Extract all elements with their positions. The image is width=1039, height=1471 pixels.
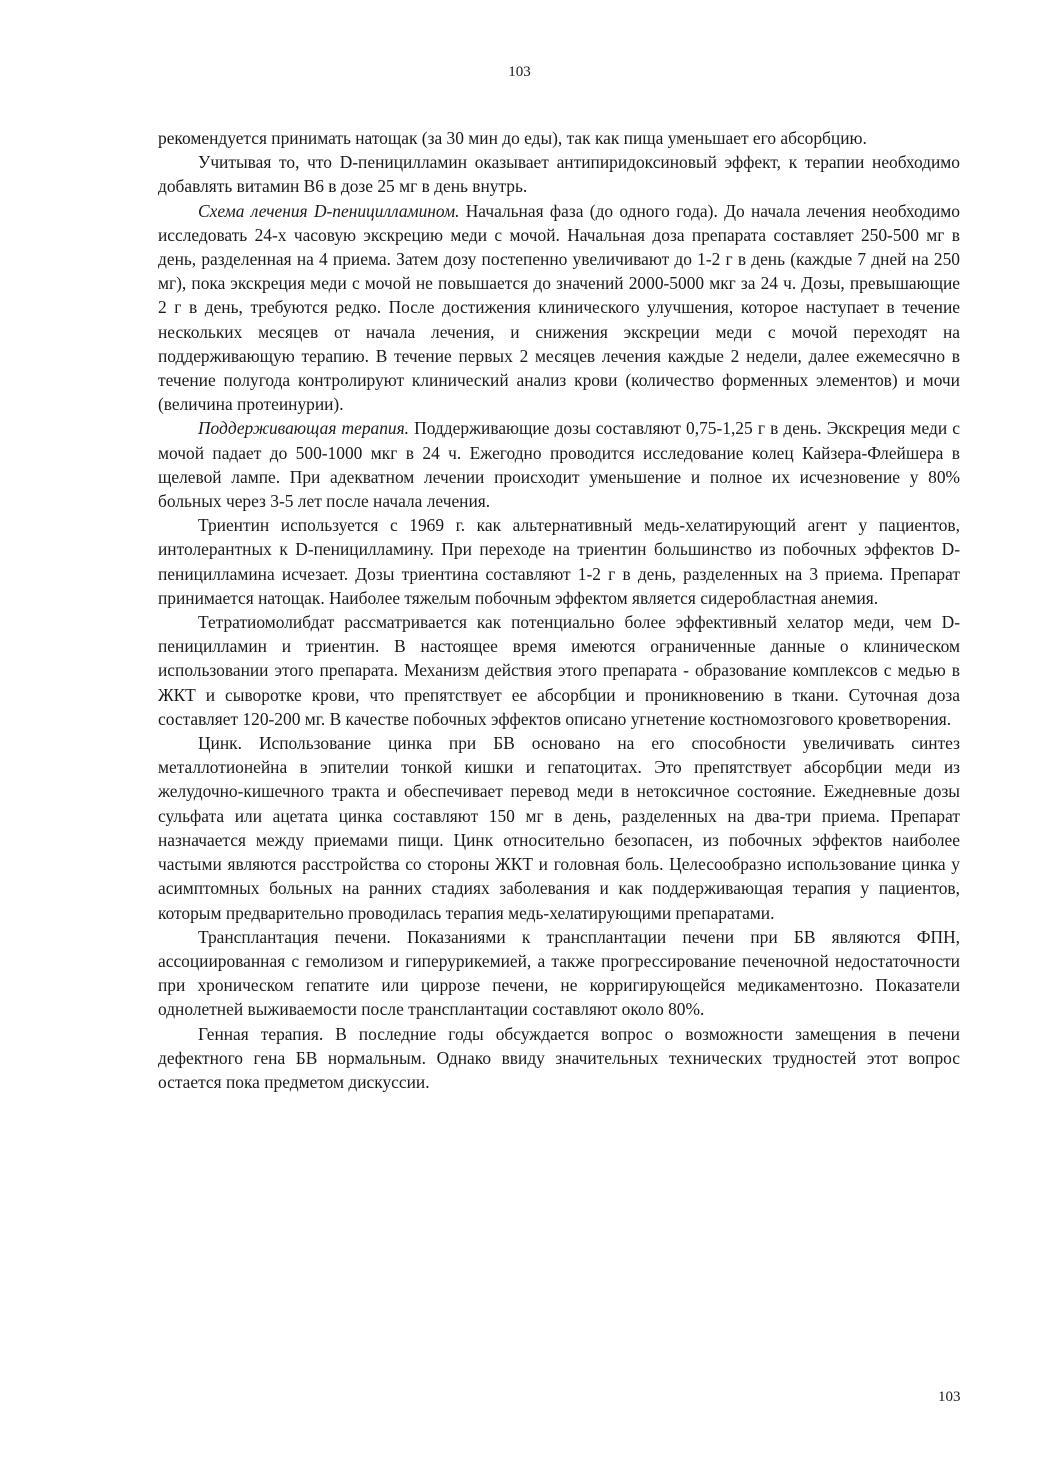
paragraph-text: Генная терапия. В последние годы обсуждается вопрос о возможности замещения в печени дефектного гена БВ нормальным. Однако ввиду значительных технических трудностей этот вопрос остается пока предметом дискуссии. [158,1023,960,1092]
paragraph-lead-italic: Поддерживающая терапия. [198,418,410,439]
paragraph-2 [158,150,960,198]
paragraph-text: Триентин используется с 1969 г. как альтернативный медь-хелатирующий агент у пациентов, интолерантных к D-пеницилламину. При переходе на триентин большинство из побочных эффектов D-пеницилламина исчезает. Дозы триентина составляют 1-2 г в день, разделенных на 3 приема. Препарат принимается натощак. Наиболее тяжелым побочным эффектом является сидеробластная анемия. [158,515,960,608]
paragraph-text: Тетратиомолибдат рассматривается как потенциально более эффективный хелатор меди, чем D-пеницилламин и триентин. В настоящее время имеются ограниченные данные о клиническом использовании этого препарата. Механизм действия этого препарата - образование комплексов с медью в ЖКТ и сыворотке крови, что препятствует ее абсорбции и проникновению в ткани. Суточная доза составляет 120-200 мг. В качестве побочных эффектов описано угнетение костномозгового кроветворения. [158,612,960,729]
paragraph-9 [158,1022,960,1095]
paragraph-text: Трансплантация печени. Показаниями к трансплантации печени при БВ являются ФПН, ассоциированная с гемолизом и гиперурикемией, а также прогрессирование печеночной недостаточности при хроническом гепатите или циррозе печени, не корригирующейся медикаментозно. Показатели однолетней выживаемости после трансплантации составляют около 80%. [158,926,960,1020]
paragraph-lead-italic: Схема лечения D-пеницилламином. [198,200,460,221]
page-number-top: 103 [508,64,531,80]
paragraph-4 [158,416,960,513]
paragraph-1 [158,126,960,150]
body-text [158,126,960,1094]
paragraph-text: Цинк. Использование цинка при БВ основано на его способности увеличивать синтез металлотионейна в эпителии тонкой кишки и гепатоцитах. Это препятствует абсорбции меди из желудочно-кишечного тракта и обеспечивает перевод меди в нетоксичное состояние. Ежедневные дозы сульфата или ацетата цинка составляют 150 мг в день, разделенных на два-три приема. Препарат назначается между приемами пищи. Цинк относительно безопасен, из побочных эффектов наиболее частыми являются расстройства со стороны ЖКТ и головная боль. Целесообразно использование цинка у асимптомных больных на ранних стадиях заболевания и как поддерживающая терапия у пациентов, которым предварительно проводилась терапия медь-хелатирующими препаратами. [158,733,960,923]
paragraph-text: Поддерживающие дозы составляют 0,75-1,25 г в день. Экскреция меди с мочой падает до 500-1000 мкг в 24 ч. Ежегодно проводится исследование колец Кайзера-Флейшера в щелевой лампе. При адекватном лечении происходит уменьшение и полное их исчезновение у 80% больных через 3-5 лет после начала лечения. [158,418,961,512]
paragraph-text: Учитывая то, что D-пеницилламин оказывает антипиридоксиновый эффект, к терапии необходимо добавлять витамин В6 в дозе 25 мг в день внутрь. [158,152,960,197]
paragraph-text: рекомендуется принимать натощак (за 30 мин до еды), так как пища уменьшает его абсорбцию. [158,128,867,148]
paragraph-8 [158,925,960,1022]
paragraph-7 [158,731,960,925]
paragraph-6 [158,610,960,731]
paragraph-5 [158,513,960,610]
paragraph-3 [158,199,960,417]
paragraph-text: Начальная фаза (до одного года). До начала лечения необходимо исследовать 24-х часовую экскрецию меди с мочой. Начальная доза препарата составляет 250-500 мг в день, разделенная на 4 приема. Затем дозу постепенно увеличивают до 1-2 г в день (каждые 7 дней на 250 мг), пока экскреция меди с мочой не повышается до значений 2000-5000 мкг за 24 ч. Дозы, превышающие 2 г в день, требуются редко. После достижения клинического улучшения, которое наступает в течение нескольких месяцев от начала лечения, и снижения экскреции меди с мочой переходят на поддерживающую терапию. В течение первых 2 месяцев лечения каждые 2 недели, далее ежемесячно в течение полугода контролируют клинический анализ крови (количество форменных элементов) и мочи (величина протеинурии). [158,200,960,415]
page-number-bottom: 103 [938,1389,961,1405]
